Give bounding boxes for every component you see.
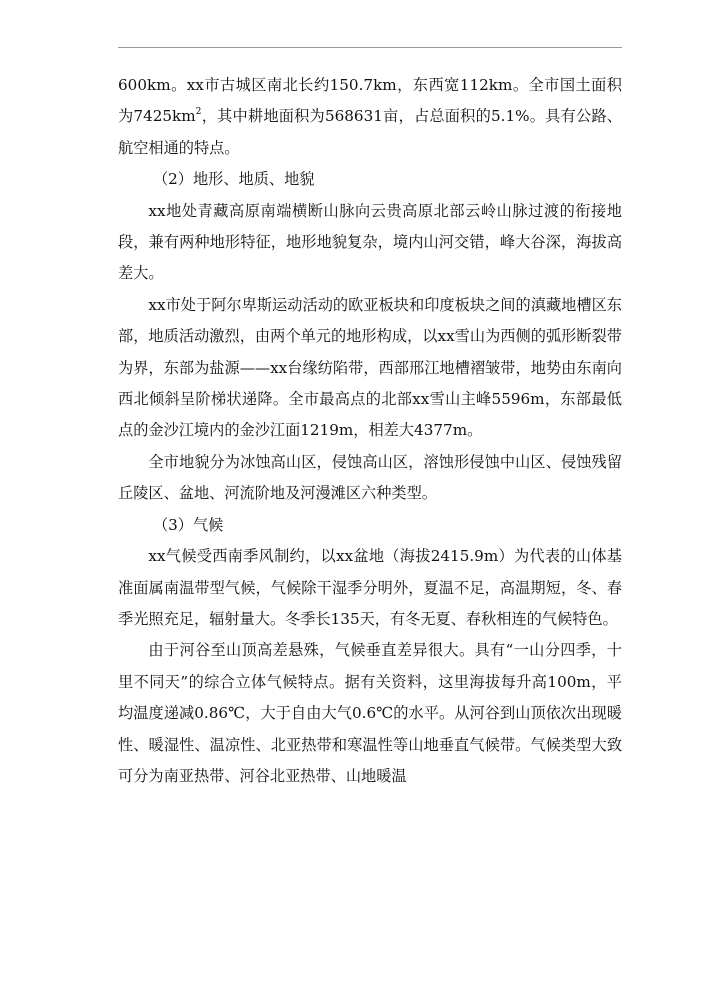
paragraph-vertical-climate: 由于河谷至山顶高差悬殊，气候垂直差异很大。具有“一山分四季，十里不同天”的综合立体气候特点。据有关资料，这里海拔每升高100m，平均温度递减0.86℃，大于自由大气0.6℃的水平。从河谷到山顶依次出现暖性、暖湿性、温凉性、北亚热带和寒温性等山地垂直气候带。气候类型大致可分为南亚热带、河谷北亚热带、山地暖温 [118,641,622,785]
paragraph-terrain: xx地处青藏高原南端横断山脉向云贵高原北部云岭山脉过渡的衔接地段，兼有两种地形特征，地形地貌复杂，境内山河交错，峰大谷深，海拔高差大。 [118,201,622,283]
section-heading-terrain: （2）地形、地质、地貌 [152,170,315,189]
paragraph-climate: xx气候受西南季风制约，以xx盆地（海拔2415.9m）为代表的山体基准面属南温带型气候，气候除干湿季分明外，夏温不足，高温期短，冬、春季光照充足，辐射量大。冬季长135天，有冬无夏、春秋相连的气候特色。 [118,547,622,628]
header-rule [118,47,622,48]
paragraph-landforms: 全市地貌分为冰蚀高山区，侵蚀高山区，溶蚀形侵蚀中山区、侵蚀残留丘陵区、盆地、河流阶地及河漫滩区六种类型。 [118,452,622,503]
document-body [118,70,622,792]
paragraph-area-summary [118,70,622,164]
section-heading-climate: （3）气候 [152,515,224,534]
paragraph-text: ，其中耕地面积为568631亩，占总面积的5.1%。具有公路、航空相通的特点。 [118,107,622,157]
paragraph-geology: xx市处于阿尔卑斯运动活动的欧亚板块和印度板块之间的滇藏地槽区东部，地质活动激烈，由两个单元的地形构成，以xx雪山为西侧的弧形断裂带为界，东部为盐源——xx台缘纺陷带，西部邢江地槽褶皱带，地势由东南向西北倾斜呈阶梯状递降。全市最高点的北部xx雪山主峰5596m，东部最低点的金沙江境内的金沙江面1219m，相差大4377m。 [118,295,622,440]
paragraph-text: 600km。xx市古城区南北长约150.7km，东西宽112km。全市国土面积为7425km [118,76,622,126]
superscript-exponent: 2 [195,107,202,118]
